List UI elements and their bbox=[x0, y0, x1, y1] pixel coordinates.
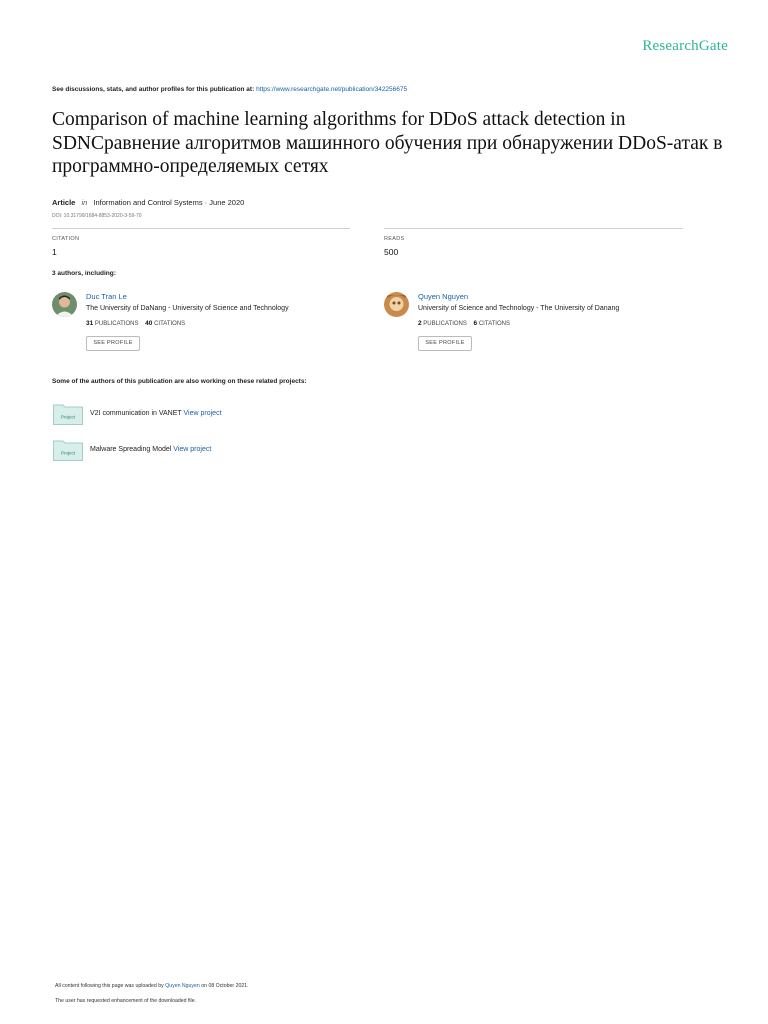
author-name-link[interactable]: Duc Tran Le bbox=[86, 292, 127, 301]
authors-heading: 3 authors, including: bbox=[52, 270, 116, 277]
publications-count: 31 bbox=[86, 320, 94, 327]
upload-prefix: All content following this page was uploaded by bbox=[55, 983, 164, 989]
publication-meta bbox=[52, 198, 244, 207]
author-name-link[interactable]: Quyen Nguyen bbox=[418, 292, 469, 301]
reads-value: 500 bbox=[384, 247, 399, 257]
publication-date: · June 2020 bbox=[204, 198, 245, 207]
citations-count: 6 bbox=[473, 320, 478, 327]
project-folder-icon bbox=[53, 403, 83, 425]
publication-type: Article bbox=[52, 198, 76, 207]
publication-title: Comparison of machine learning algorithms for DDoS attack detection in SDNСравнение алгоритмов машинного обучения при обнаружении DDoS-атак в программно-определяемых сетях bbox=[52, 109, 723, 177]
reads-label: READS bbox=[384, 236, 405, 242]
citations-label: CITATIONS bbox=[154, 321, 186, 327]
enhancement-note: The user has requested enhancement of the downloaded file. bbox=[55, 998, 197, 1004]
project-name: Malware Spreading Model bbox=[90, 446, 172, 453]
projects-heading: Some of the authors of this publication are also working on these related projects: bbox=[52, 378, 307, 385]
author-stats bbox=[86, 320, 185, 327]
project-item bbox=[90, 446, 211, 453]
researchgate-logo[interactable]: ResearchGate bbox=[642, 38, 728, 54]
in-word: in bbox=[81, 198, 88, 207]
project-item bbox=[90, 410, 222, 417]
journal-name[interactable]: Information and Control Systems bbox=[93, 198, 203, 207]
upload-note bbox=[55, 983, 249, 989]
reads-divider bbox=[384, 228, 683, 229]
author-affiliation: The University of DaNang - University of Science and Technology bbox=[86, 305, 289, 312]
uploader-link[interactable]: Quyen Nguyen bbox=[165, 983, 200, 989]
publication-doi: DOI: 10.31799/1684-8853-2020-3-59-70 bbox=[52, 213, 142, 219]
citations-label: CITATIONS bbox=[478, 321, 510, 327]
citation-divider bbox=[52, 228, 350, 229]
author-avatar[interactable] bbox=[384, 292, 409, 317]
project-icon-label: Project bbox=[60, 414, 76, 420]
see-profile-button[interactable]: SEE PROFILE bbox=[418, 336, 472, 351]
citations-count: 40 bbox=[145, 320, 153, 327]
publication-url-link[interactable]: https://www.researchgate.net/publication/342256675 bbox=[256, 86, 408, 93]
upload-suffix: on 08 October 2021. bbox=[201, 983, 249, 989]
author-stats bbox=[418, 320, 510, 327]
view-project-link[interactable]: View project bbox=[183, 410, 222, 417]
author-affiliation: University of Science and Technology - The University of Danang bbox=[418, 305, 620, 312]
view-project-link[interactable]: View project bbox=[173, 446, 212, 453]
author-avatar[interactable] bbox=[52, 292, 77, 317]
project-name: V2I communication in VANET bbox=[90, 410, 182, 417]
citation-label: CITATION bbox=[52, 236, 80, 242]
discussion-line bbox=[52, 86, 407, 93]
publications-count: 2 bbox=[418, 320, 422, 327]
discussion-text: See discussions, stats, and author profiles for this publication at: bbox=[52, 86, 255, 93]
publications-label: PUBLICATIONS bbox=[94, 321, 139, 327]
citation-value: 1 bbox=[52, 247, 57, 257]
project-icon-label: Project bbox=[60, 450, 76, 456]
see-profile-button[interactable]: SEE PROFILE bbox=[86, 336, 140, 351]
publications-label: PUBLICATIONS bbox=[423, 321, 467, 327]
project-folder-icon bbox=[53, 439, 83, 461]
